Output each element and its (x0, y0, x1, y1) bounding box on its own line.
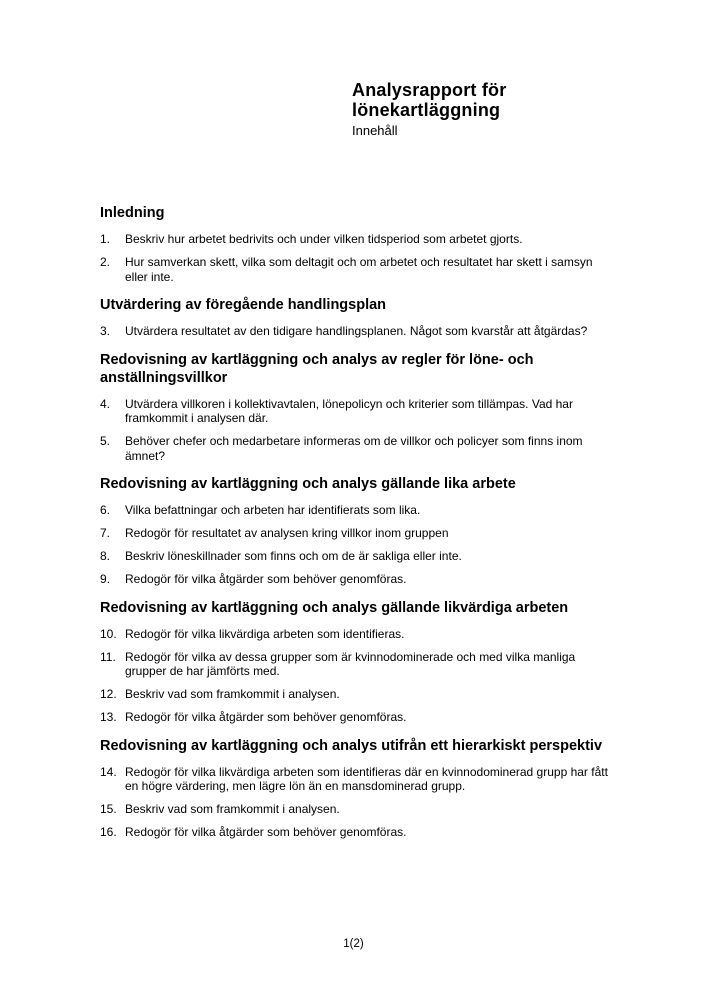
page-number: 1(2) (343, 938, 364, 950)
list-item (100, 825, 615, 840)
section-items (100, 765, 615, 840)
list-item-text: Redogör för vilka likvärdiga arbeten som identifieras där en kvinnodominerad grupp har fått en högre värdering, men lägre lön än en mansdominerad grupp. (125, 764, 608, 793)
document-body (100, 204, 615, 852)
list-item (100, 324, 615, 339)
list-item (100, 765, 615, 794)
section-heading: Redovisning av kartläggning och analys gällande likvärdiga arbeten (100, 599, 569, 616)
list-item-number: 15. (100, 802, 117, 816)
list-item-number: 13. (100, 710, 117, 724)
document-section (100, 351, 615, 464)
list-item-number: 1. (100, 232, 111, 246)
section-heading: Redovisning av kartläggning och analys av regler för löne- och anställningsvillkor (100, 351, 534, 386)
list-item-number: 10. (100, 626, 117, 641)
list-item-text: Hur samverkan skett, vilka som deltagit och om arbetet och resultatet har skett i samsyn eller inte. (125, 255, 593, 284)
list-item-text: Redogör för vilka likvärdiga arbeten som identifieras. (125, 626, 405, 641)
document-section (100, 737, 615, 840)
list-item-text: Beskriv vad som framkommit i analysen. (125, 687, 340, 701)
document-subtitle: Innehåll (352, 123, 398, 138)
list-item-text: Redogör för vilka av dessa grupper som är kvinnodominerade och med vilka manliga grupper de har jämförts med. (125, 649, 576, 678)
list-item-text: Redogör för vilka åtgärder som behöver genomföras. (125, 572, 407, 586)
list-item (100, 710, 615, 725)
list-item (100, 627, 615, 642)
list-item (100, 549, 615, 564)
section-items (100, 503, 615, 587)
list-item (100, 687, 615, 702)
list-item-number: 12. (100, 687, 117, 701)
list-item-number: 5. (100, 434, 111, 448)
document-header (352, 80, 652, 139)
list-item (100, 572, 615, 587)
list-item (100, 397, 615, 426)
list-item-number: 3. (100, 324, 111, 338)
list-item-text: Redogör för resultatet av analysen kring villkor inom gruppen (125, 526, 449, 540)
list-item-number: 16. (100, 825, 117, 839)
list-item-text: Utvärdera villkoren i kollektivavtalen, lönepolicyn och kriterier som tillämpas. Vad har framkommit i analysen där. (125, 396, 573, 425)
list-item-number: 8. (100, 549, 111, 563)
list-item-number: 9. (100, 572, 111, 586)
list-item-text: Utvärdera resultatet av den tidigare handlingsplanen. Något som kvarstår att åtgärdas? (125, 324, 588, 338)
section-heading: Inledning (100, 205, 165, 221)
document-section (100, 475, 615, 587)
list-item-number: 14. (100, 764, 117, 779)
list-item-text: Beskriv vad som framkommit i analysen. (125, 802, 340, 816)
section-items (100, 397, 615, 464)
list-item (100, 434, 615, 463)
list-item-text: Behöver chefer och medarbetare informeras om de villkor och policyer som finns inom ämnet? (125, 434, 583, 463)
document-title (352, 80, 652, 120)
list-item-text: Redogör för vilka åtgärder som behöver genomföras. (125, 710, 407, 724)
document-section (100, 204, 615, 284)
list-item-number: 11. (100, 649, 116, 664)
document-title-line2: lönekartläggning (352, 100, 501, 120)
list-item (100, 232, 615, 247)
document-section (100, 599, 615, 725)
document-title-line1: Analysrapport för (352, 80, 507, 100)
section-items (100, 324, 615, 339)
section-heading: Redovisning av kartläggning och analys utifrån ett hierarkiskt perspektiv (100, 737, 603, 754)
section-heading: Redovisning av kartläggning och analys gällande lika arbete (100, 476, 516, 492)
list-item (100, 255, 615, 284)
list-item-text: Beskriv löneskillnader som finns och om de är sakliga eller inte. (125, 549, 462, 563)
list-item-number: 7. (100, 526, 111, 540)
list-item-number: 2. (100, 255, 111, 269)
list-item-text: Vilka befattningar och arbeten har identifierats som lika. (125, 503, 421, 517)
section-items (100, 232, 615, 284)
list-item (100, 650, 615, 679)
list-item-number: 6. (100, 503, 111, 517)
section-heading: Utvärdering av föregående handlingsplan (100, 297, 387, 313)
list-item-number: 4. (100, 396, 111, 411)
document-section (100, 296, 615, 339)
list-item (100, 802, 615, 817)
list-item (100, 526, 615, 541)
list-item (100, 503, 615, 518)
list-item-text: Beskriv hur arbetet bedrivits och under vilken tidsperiod som arbetet gjorts. (125, 232, 523, 246)
list-item-text: Redogör för vilka åtgärder som behöver genomföras. (125, 825, 407, 839)
section-items (100, 627, 615, 725)
